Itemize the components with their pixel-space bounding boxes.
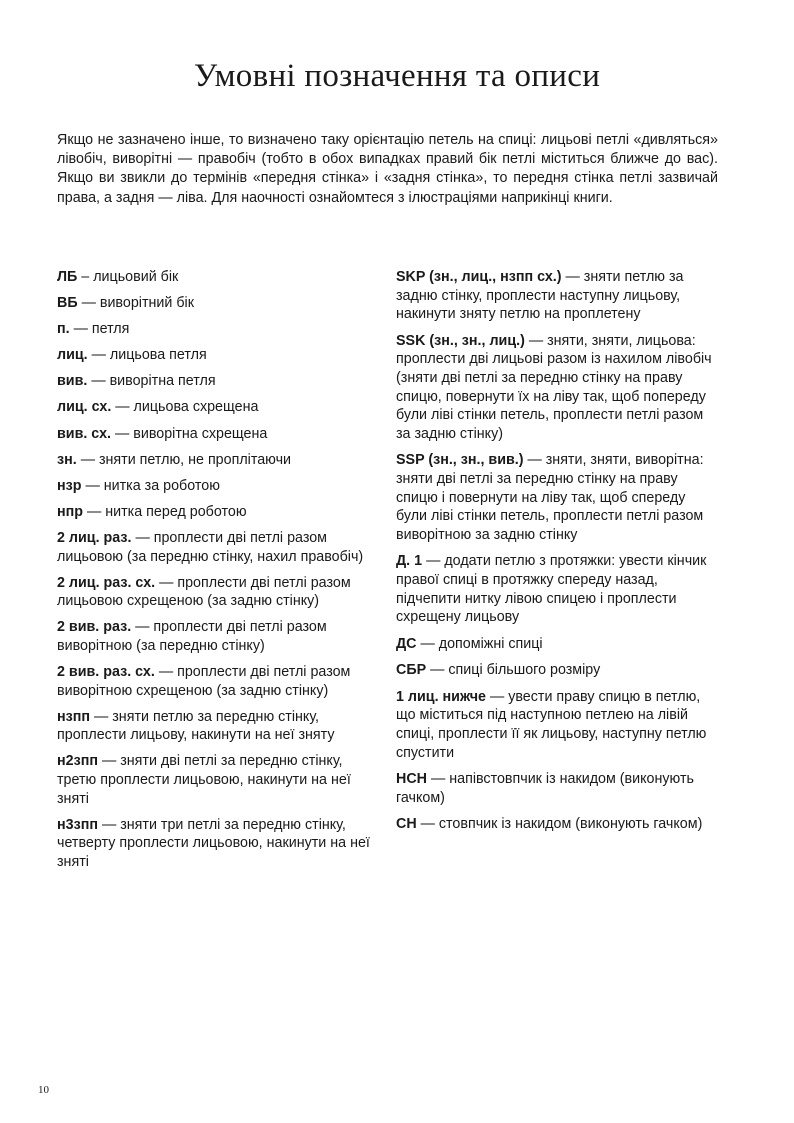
page-title: Умовні позначення та описи [193,58,601,94]
abbreviation-description: — увести праву спицю в петлю, що міститься під наступною петлею на лівій спиці, проплести її як лицьову, наступну петлю спустити [396,688,707,761]
abbreviation-term: SSK (зн., зн., лиц.) [396,332,525,349]
abbreviation-entry [57,663,382,700]
abbreviation-description: — виворітна петля [87,373,216,390]
abbreviation-entry [57,618,382,655]
abbreviation-description: – лицьовий бік [77,269,179,285]
abbreviation-description: — проплести дві петлі разом лицьовою схрещеною (за задню стінку) [57,574,351,610]
abbreviation-term: ВБ [57,295,78,312]
abbreviation-term: зн. [57,451,77,468]
abbreviation-description: — лицьова схрещена [111,399,259,416]
abbreviation-term: 1 лиц. нижче [396,688,486,705]
abbreviation-term: ДС [396,635,417,652]
abbreviation-description: — нитка перед роботою [83,503,247,520]
abbreviation-description: — проплести дві петлі разом виворітною схрещеною (за задню стінку) [57,664,351,699]
abbreviation-entry [57,320,382,339]
abbreviation-entry [396,815,718,834]
abbreviation-term: лиц. [57,347,88,364]
abbreviation-term: СН [396,816,417,833]
abbreviation-description: — нитка за роботою [81,477,220,494]
abbreviation-entry [396,552,718,626]
abbreviation-entry [57,425,382,444]
abbreviation-term: п. [57,321,70,338]
abbreviation-entry [57,451,382,470]
abbreviation-description: — проплести дві петлі разом виворітною (за передню стінку) [57,619,327,654]
abbreviation-term: SSP (зн., зн., вив.) [396,452,524,469]
abbreviation-term: 2 лиц. раз. сх. [57,574,156,591]
abbreviation-term: нзпп [57,708,91,725]
abbreviation-description: — виворітна схрещена [111,425,268,442]
abbreviation-term: лиц. сх. [57,399,112,416]
abbreviation-entry [396,451,718,544]
abbreviation-description: — зняти петлю, не проплітаючи [76,451,292,468]
abbreviation-term: вив. [57,373,88,390]
abbreviation-term: нзр [57,477,82,494]
abbreviation-description: — виворітний бік [77,295,194,312]
intro-paragraph: Якщо не зазначено інше, то визначено таку орієнтацію петель на спиці: лицьові петлі «дивляться» лівобіч, виворітні — правобіч (тобто в обох випадках правий бік петлі міститься ближче до вас). Якщо ви звикли до термінів «передня стінка» і «задня стінка», то передня стінка петлі зазвичай права, а задня — ліва. Для наочності ознайомтеся з ілюстраціями наприкінці книги. [57,132,718,206]
abbreviation-description: — допоміжні спиці [416,635,543,652]
abbreviation-description: — зняти три петлі за передню стінку, четверту проплести лицьовою, накинути на неї зняті [57,816,370,870]
abbreviation-description: — проплести дві петлі разом лицьовою (за передню стінку, нахил правобіч) [57,529,364,565]
abbreviation-description: — зняти дві петлі за передню стінку, третю проплести лицьовою, накинути на неї зняті [57,753,351,807]
abbreviation-term: н2зпп [57,753,98,770]
abbreviation-term: НСН [396,771,427,788]
abbreviation-description: — напівстовпчик із накидом (виконують гачком) [396,771,694,806]
abbreviation-entry [57,372,382,391]
abbreviation-entry [396,688,718,762]
abbreviation-entry [57,574,382,611]
abbreviation-term: нпр [57,503,84,520]
abbreviation-entry [57,529,382,566]
abbreviation-term: SKP (зн., лиц., нзпп сх.) [396,269,562,285]
abbreviation-term: Д. 1 [396,553,423,570]
abbreviation-description: — стовпчик із накидом (виконують гачком) [416,816,703,833]
abbreviation-description: — спиці більшого розміру [426,662,601,679]
abbreviation-term: н3зпп [57,816,98,833]
abbreviation-entry [57,752,382,808]
abbreviation-description: — зняти петлю за передню стінку, проплести лицьову, накинути на неї зняту [57,708,335,744]
abbreviation-term: 2 вив. раз. [57,619,132,636]
abbreviation-entry [396,661,718,680]
abbreviation-entry [396,332,718,444]
abbreviation-entry [396,268,718,324]
abbreviation-term: 2 вив. раз. сх. [57,664,155,680]
abbreviation-description: — зняти, зняти, лицьова: проплести дві лицьові разом із нахилом лівобіч (зняти дві петлі за передню стінку на праву спицю, повернути їх на ліву так, щоб попереду були ліві стінки петель, проплести петлі разом за задню стінку) [396,332,712,442]
abbreviation-description: — петля [69,321,130,338]
abbreviations-right-column [396,268,718,842]
abbreviation-entry [57,503,382,522]
abbreviation-description: — зняти петлю за задню стінку, проплести наступну лицьову, накинути зняту петлю на проплетену [396,269,684,323]
abbreviation-entry [57,294,382,313]
abbreviation-entry [57,398,382,417]
abbreviation-entry [396,635,718,654]
abbreviation-entry [57,346,382,365]
abbreviation-term: ЛБ [57,269,78,285]
abbreviation-entry [57,268,382,287]
page-number: 10 [38,1084,49,1096]
abbreviation-entry [57,816,382,872]
abbreviations-left-column [57,268,382,879]
abbreviation-term: 2 лиц. раз. [57,529,132,546]
abbreviation-description: — додати петлю з протяжки: увести кінчик правої спиці в протяжку спереду назад, підчепити нитку лівою спицею і проплести схрещену лицьову [396,553,707,626]
abbreviation-term: СБР [396,662,427,679]
abbreviation-description: — зняти, зняти, виворітна: зняти дві петлі за передню стінку на праву спицю і повернути на ліву так, щоб спереду були ліві стінки петель, проплести петлі разом виворітною за задню стінку [396,452,704,543]
abbreviation-term: вив. сх. [57,425,111,442]
abbreviation-description: — лицьова петля [87,347,207,364]
abbreviation-entry [57,708,382,745]
abbreviation-entry [57,477,382,496]
abbreviation-entry [396,770,718,807]
